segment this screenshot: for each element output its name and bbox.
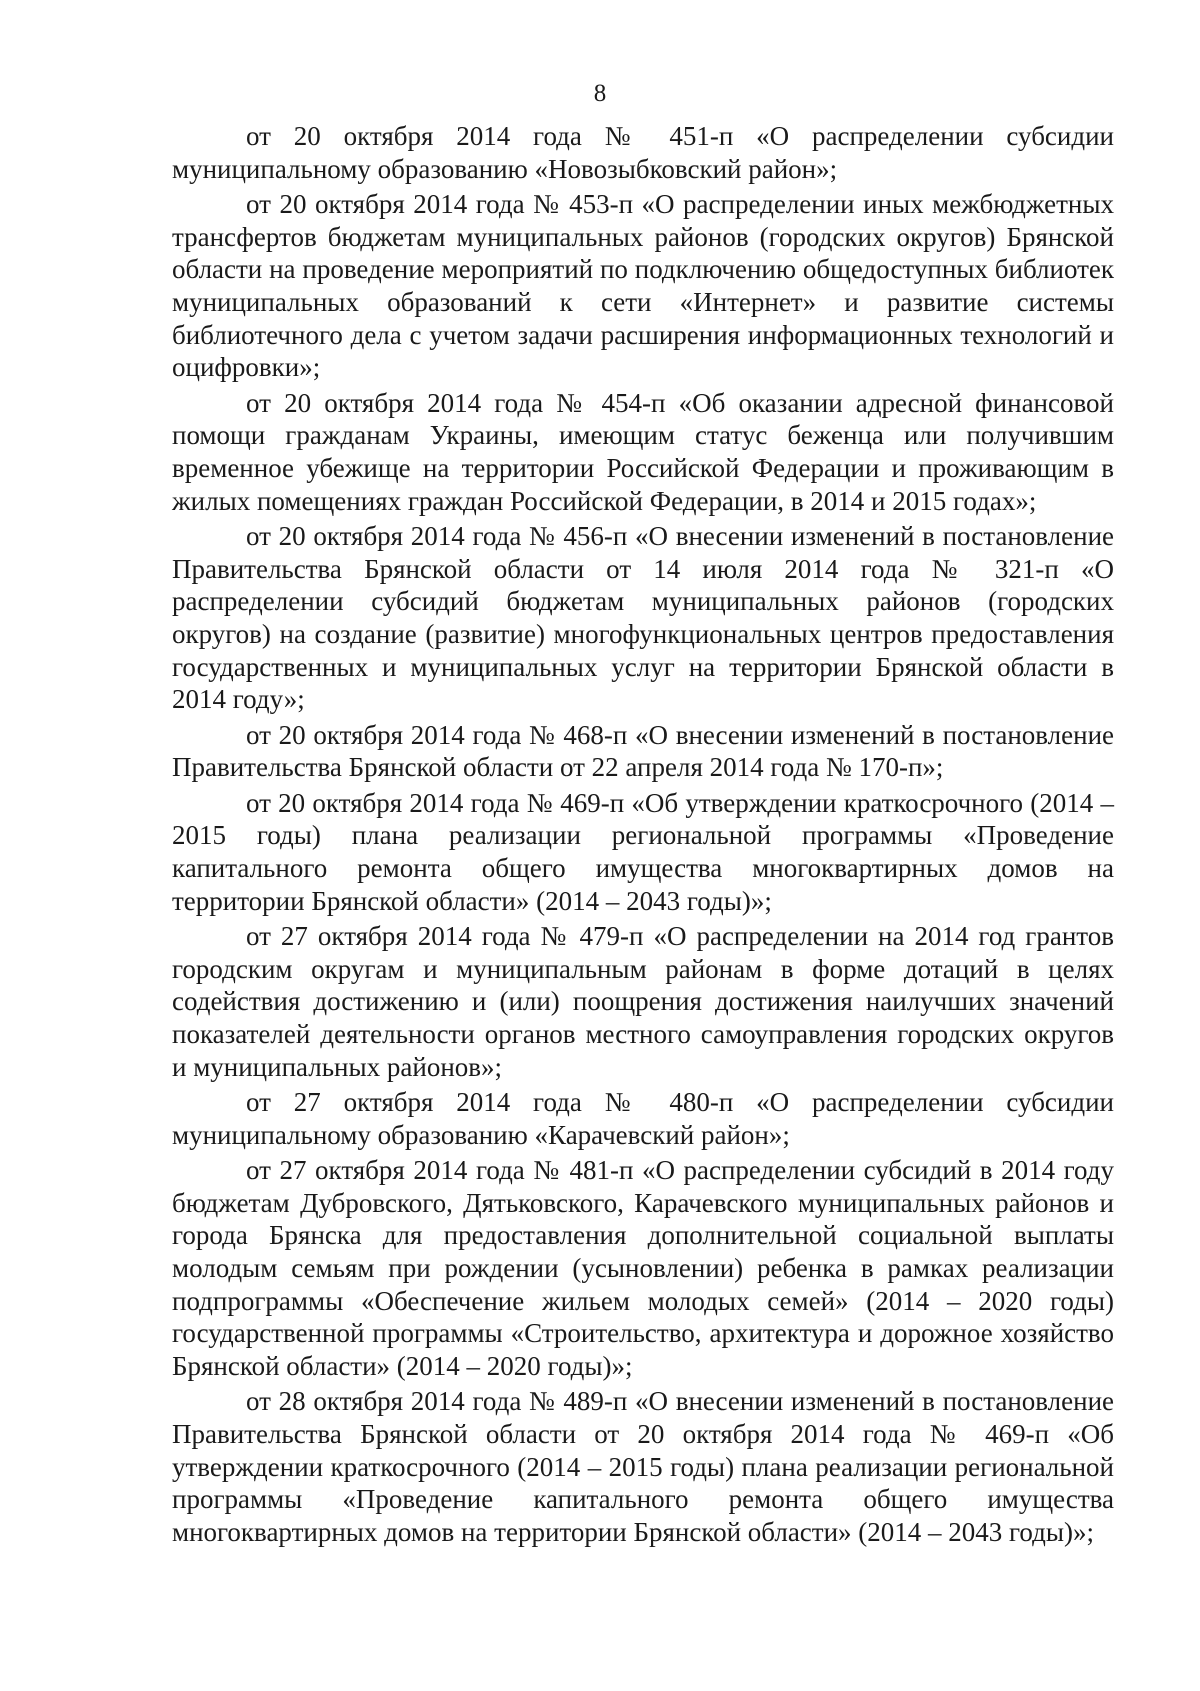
decree-454-paragraph: от 20 октября 2014 года № 454-п «Об оказании адресной финансовой помощи гражданам Украины, имеющим статус беженца или получившим временное убежище на территории Российской Федерации и проживающим в жилых помещениях граждан Российской Федерации, в 2014 и 2015 годах»;: [172, 387, 1114, 516]
decree-453-paragraph: от 20 октября 2014 года № 453-п «О распределении иных межбюджетных трансфертов бюджетам муниципальных районов (городских округов) Брянской области на проведение мероприятий по подключению общедоступных библиотек муниципальных образований к сети «Интернет» и развитие системы библиотечного дела с учетом задачи расширения информационных технологий и оцифровки»;: [172, 188, 1114, 383]
decree-480-paragraph: от 27 октября 2014 года № 480-п «О распределении субсидии муниципальному образованию «Карачевский район»;: [172, 1086, 1114, 1150]
decree-479-paragraph: от 27 октября 2014 года № 479-п «О распределении на 2014 год грантов городским округам и муниципальным районам в форме дотаций в целях содействия достижению и (или) поощрения достижения наилучших значений показателей деятельности органов местного самоуправления городских округов и муниципальных районов»;: [172, 920, 1114, 1082]
decree-456-paragraph: от 20 октября 2014 года № 456-п «О внесении изменений в постановление Правительства Брянской области от 14 июля 2014 года № 321-п «О распределении субсидий бюджетам муниципальных районов (городских округов) на создание (развитие) многофункциональных центров предоставления государственных и муниципальных услуг на территории Брянской области в 2014 году»;: [172, 520, 1114, 715]
page-number: 8: [593, 80, 607, 107]
decree-469-paragraph: от 20 октября 2014 года № 469-п «Об утверждении краткосрочного (2014 – 2015 годы) плана реализации региональной программы «Проведение капитального ремонта общего имущества многоквартирных домов на территории Брянской области» (2014 – 2043 годы)»;: [172, 787, 1114, 916]
decree-468-paragraph: от 20 октября 2014 года № 468-п «О внесении изменений в постановление Правительства Брянской области от 22 апреля 2014 года № 170-п»;: [172, 719, 1114, 783]
decree-481-paragraph: от 27 октября 2014 года № 481-п «О распределении субсидий в 2014 году бюджетам Дубровского, Дятьковского, Карачевского муниципальных районов и города Брянска для предоставления дополнительной социальной выплаты молодым семьям при рождении (усыновлении) ребенка в рамках реализации подпрограммы «Обеспечение жильем молодых семей» (2014 – 2020 годы) государственной программы «Строительство, архитектура и дорожное хозяйство Брянской области» (2014 – 2020 годы)»;: [172, 1154, 1114, 1382]
document-body: [172, 120, 1114, 1549]
decree-451-paragraph: от 20 октября 2014 года № 451-п «О распределении субсидии муниципальному образованию «Новозыбковский район»;: [172, 121, 1114, 184]
decree-489-paragraph: от 28 октября 2014 года № 489-п «О внесении изменений в постановление Правительства Брянской области от 20 октября 2014 года № 469-п «Об утверждении краткосрочного (2014 – 2015 годы) плана реализации региональной программы «Проведение капитального ремонта общего имущества многоквартирных домов на территории Брянской области» (2014 – 2043 годы)»;: [172, 1386, 1114, 1548]
